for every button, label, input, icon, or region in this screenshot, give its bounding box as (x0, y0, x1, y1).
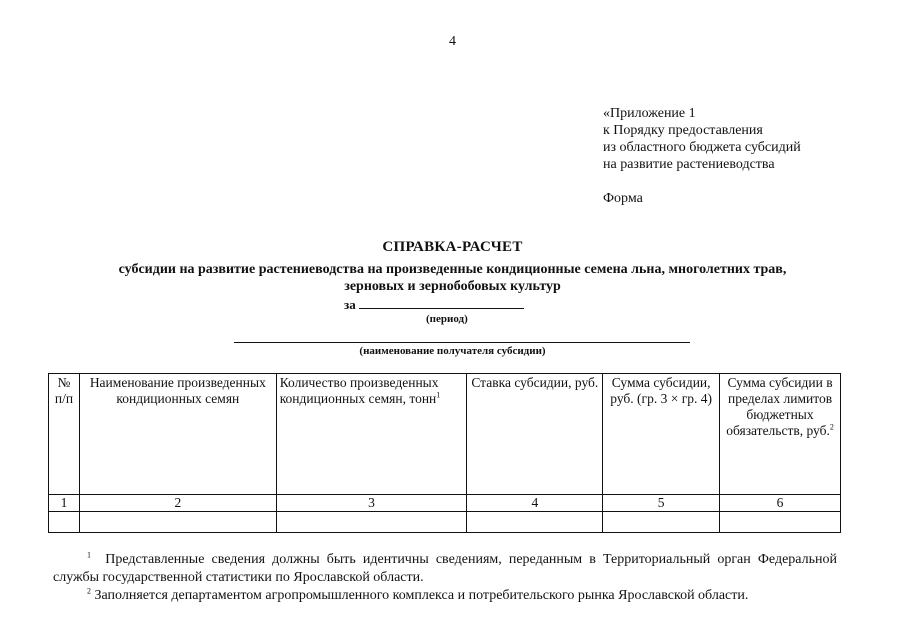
header-subsidy-limit: Сумма субсидии в пределах лимитов бюджетных обязательств, руб.$^2$ (720, 374, 841, 495)
table-cell[interactable] (720, 512, 841, 533)
recipient-input-line[interactable] (234, 342, 690, 343)
period-prefix: за (344, 297, 356, 312)
form-label: Форма (603, 191, 643, 206)
header-number: № п/п (49, 374, 80, 495)
column-number: 1 (49, 495, 80, 512)
column-number-row (49, 495, 841, 512)
table-cell[interactable] (79, 512, 276, 533)
page-number: 4 (449, 34, 456, 49)
column-number: 6 (720, 495, 841, 512)
appendix-line: «Приложение 1 (603, 106, 696, 121)
period-row (344, 297, 524, 313)
footnote-1: $^1$ Представленные сведения должны быть идентичны сведениям, переданным в Территориальный орган Федеральной службы государственной статистики по Ярославской области. (53, 550, 837, 585)
table-cell[interactable] (467, 512, 603, 533)
footnote-2: $^2$ Заполняется департаментом агропромышленного комплекса и потребительского рынка Ярославской области. (87, 586, 749, 603)
header-rate: Ставка субсидии, руб. (467, 374, 603, 495)
header-quantity: Количество произведенных кондиционных семян, тонн$^1$ (276, 374, 467, 495)
table-header-row (49, 374, 841, 495)
appendix-line: из областного бюджета субсидий (603, 140, 801, 155)
footnote-ref: 2 (829, 422, 834, 432)
column-number: 5 (603, 495, 720, 512)
column-number: 3 (276, 495, 467, 512)
document-title: СПРАВКА-РАСЧЕТ (382, 239, 523, 255)
subtitle-line: субсидии на развитие растениеводства на произведенные кондиционные семена льна, многолетних трав, (118, 262, 787, 277)
period-input-line[interactable] (359, 297, 524, 309)
footnote-ref: 1 (436, 390, 441, 400)
period-note: (период) (426, 313, 468, 325)
recipient-note: (наименование получателя субсидии) (359, 345, 546, 357)
document-subtitle (0, 261, 905, 295)
table-cell[interactable] (49, 512, 80, 533)
column-number: 4 (467, 495, 603, 512)
header-seed-name: Наименование произведенных кондиционных семян (79, 374, 276, 495)
table-cell[interactable] (603, 512, 720, 533)
footnote-mark: 1 (87, 550, 91, 560)
column-number: 2 (79, 495, 276, 512)
footnotes (53, 551, 837, 605)
footnote-mark: 2 (87, 586, 91, 596)
table-row (49, 512, 841, 533)
table-cell[interactable] (276, 512, 467, 533)
subtitle-line: зерновых и зернобобовых культур (344, 279, 561, 294)
calculation-table (48, 373, 841, 533)
appendix-line: к Порядку предоставления (603, 123, 763, 138)
appendix-line: на развитие растениеводства (603, 157, 775, 172)
appendix-reference (603, 105, 801, 173)
header-subsidy-amount: Сумма субсидии, руб. (гр. 3 × гр. 4) (603, 374, 720, 495)
